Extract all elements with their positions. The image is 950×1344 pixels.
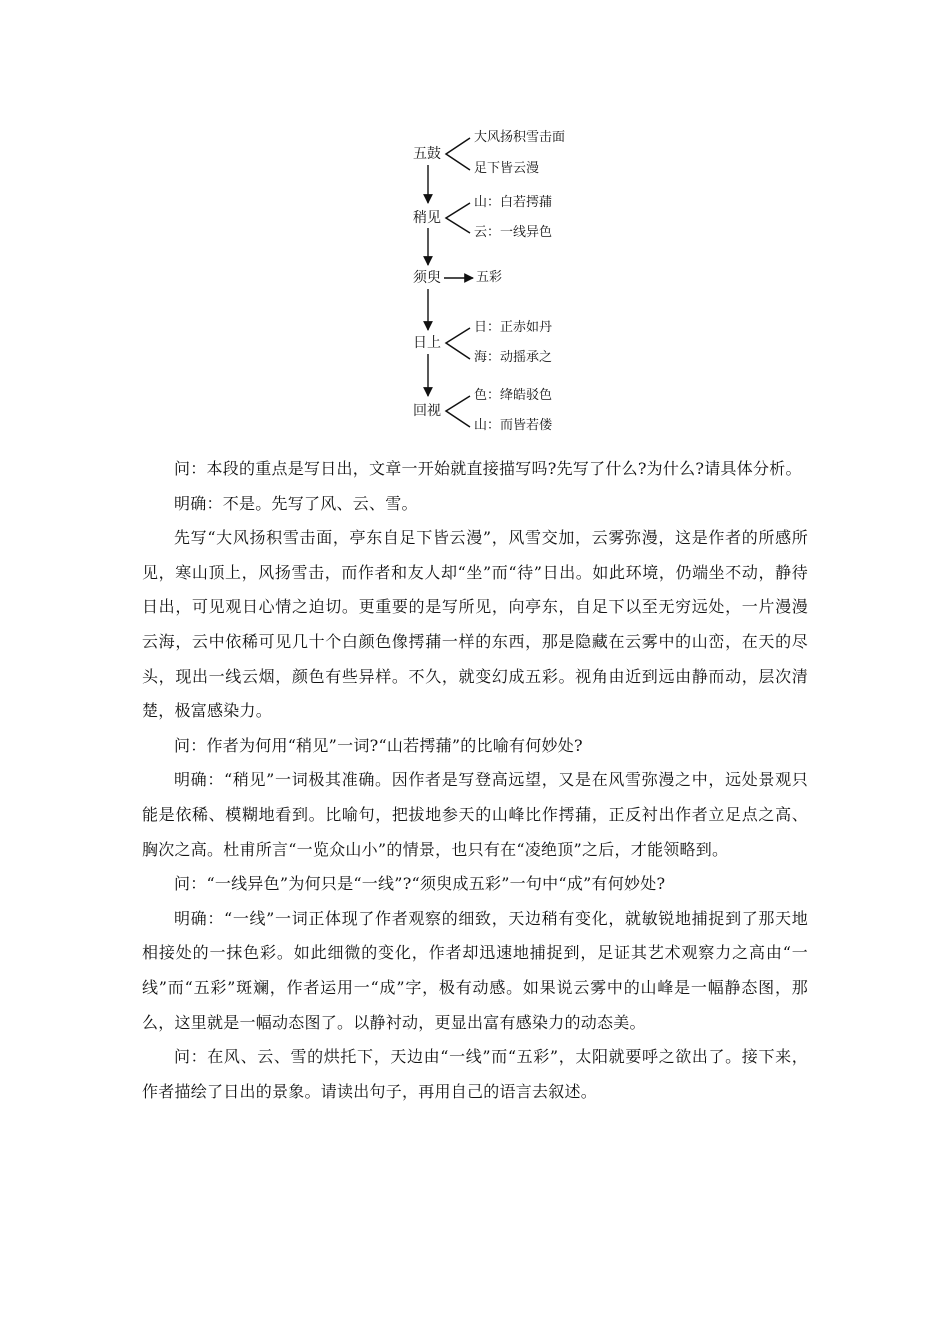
branch-shaojian-1: 山：白若摴蒱 <box>474 195 553 210</box>
diagram-lines <box>0 0 950 440</box>
analysis-wind-cloud-snow: 先写“大风扬积雪击面，亭东自足下皆云漫”，风雪交加，云雾弥漫，这是作者的所感所见，寒山顶上，风扬雪击，而作者和友人却“坐”而“待”日出。如此环境，仍端坐不动，静待日出，可见观日心情之迫切。更重要的是写所见，向亭东，自足下以至无穷远处，一片漫漫云海，云中依稀可见几十个白颜色像摴蒱一样的东西，那是隐藏在云雾中的山峦，在天的尽头，现出一线云烟，颜色有些异样。不久，就变幻成五彩。视角由近到远由静而动，层次清楚，极富感染力。 <box>142 528 808 721</box>
node-wugu: 五鼓 <box>413 146 441 162</box>
node-xuyu: 须臾 <box>413 270 441 286</box>
bracket-3 <box>446 328 470 359</box>
branch-wugu-1: 大风扬积雪击面 <box>474 130 566 145</box>
node-rishang: 日上 <box>413 335 441 351</box>
branch-wugu-2: 足下皆云漫 <box>474 161 540 176</box>
branch-rishang-2: 海：动摇承之 <box>474 350 553 365</box>
bracket-4 <box>446 396 470 427</box>
branch-xuyu-1: 五彩 <box>476 270 503 285</box>
question-shaojian: 问：作者为何用“稍见”一词?“山若摴蒱”的比喻有何妙处? <box>174 735 583 755</box>
bracket-1 <box>446 138 470 170</box>
node-huishi: 回视 <box>413 403 441 419</box>
bracket-2 <box>446 203 470 233</box>
body-text <box>142 452 808 1109</box>
sunrise-structure-diagram <box>0 0 950 440</box>
answer-shaojian: 明确：“稍见”一词极其准确。因作者是写登高远望，又是在风雪弥漫之中，远处景观只能是依稀、模糊地看到。比喻句，把拔地参天的山峰比作摴蒱，正反衬出作者立足点之高、胸次之高。杜甫所言“一览众山小”的情景，也只有在“凌绝顶”之后，才能领略到。 <box>142 770 808 859</box>
branch-rishang-1: 日：正赤如丹 <box>474 320 553 335</box>
branch-huishi-2: 山：而皆若偻 <box>474 418 553 433</box>
question-yixian: 问：“一线异色”为何只是“一线”?“须臾成五彩”一句中“成”有何妙处? <box>174 874 666 894</box>
answer-focus: 明确：不是。先写了风、云、雪。 <box>174 493 418 513</box>
question-sunrise: 问：在风、云、雪的烘托下，天边由“一线”而“五彩”，太阳就要呼之欲出了。接下来，作者描绘了日出的景象。请读出句子，再用自己的语言去叙述。 <box>142 1047 808 1101</box>
branch-huishi-1: 色：绛皓驳色 <box>474 388 553 403</box>
answer-yixian: 明确：“一线”一词正体现了作者观察的细致，天边稍有变化，就敏锐地捕捉到了那天地相接处的一抹色彩。如此细微的变化，作者却迅速地捕捉到，足证其艺术观察力之高由“一线”而“五彩”斑斓，作者运用一“成”字，极有动感。如果说云雾中的山峰是一幅静态图，那么，这里就是一幅动态图了。以静衬动，更显出富有感染力的动态美。 <box>142 908 808 1032</box>
branch-shaojian-2: 云：一线异色 <box>474 225 553 240</box>
node-shaojian: 稍见 <box>413 210 441 226</box>
question-focus: 问：本段的重点是写日出，文章一开始就直接描写吗?先写了什么?为什么?请具体分析。 <box>174 459 802 478</box>
